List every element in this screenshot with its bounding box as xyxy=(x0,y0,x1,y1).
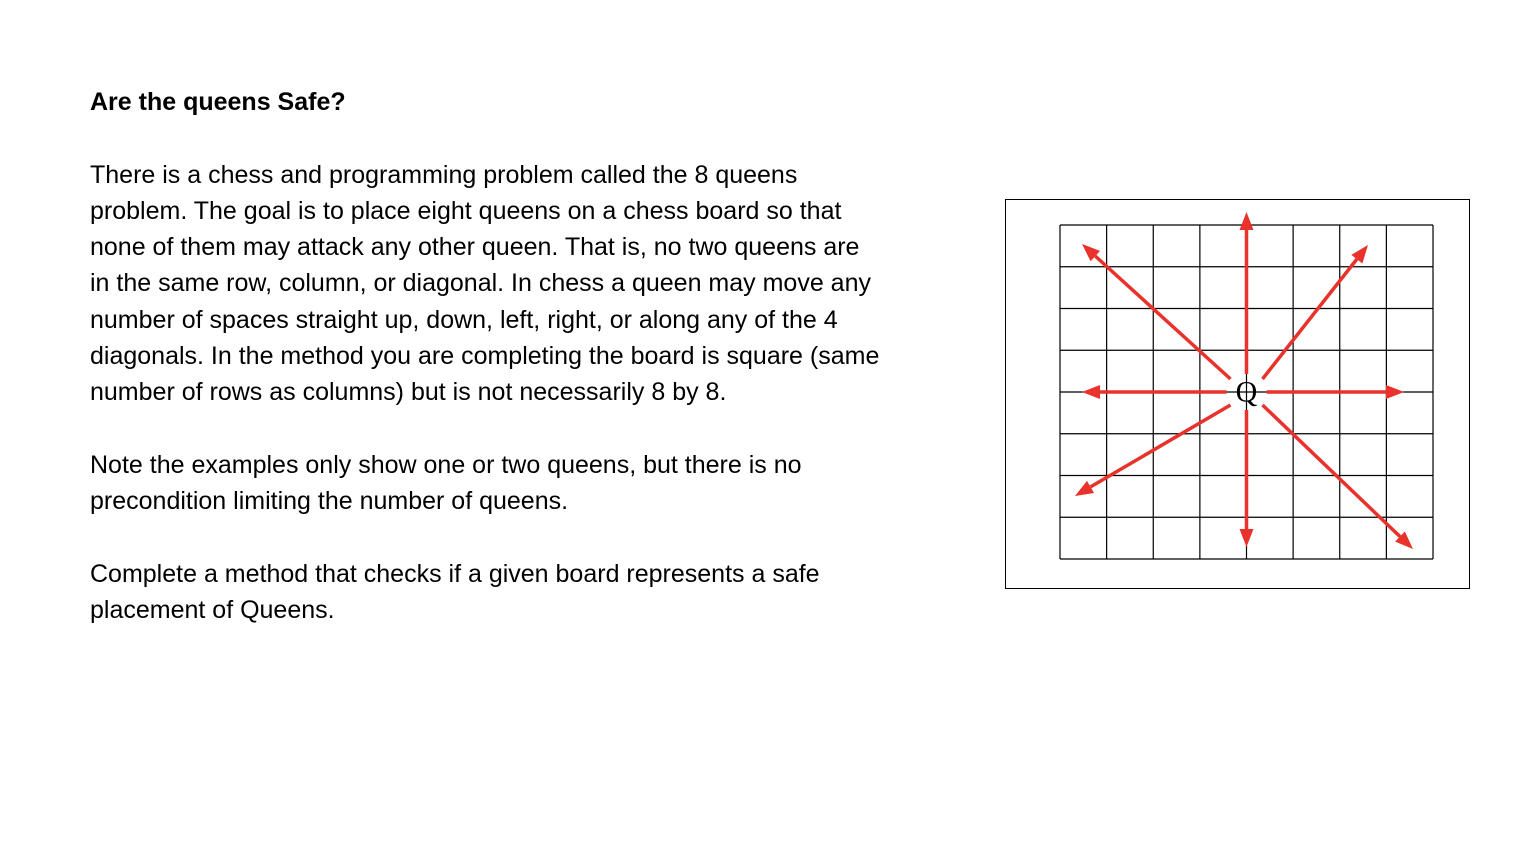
arrow-head xyxy=(1240,529,1254,547)
queen-moves-figure xyxy=(1005,199,1470,589)
arrow-left xyxy=(1082,385,1227,399)
task-paragraph: Complete a method that checks if a given board represents a safe placement of Queens. xyxy=(90,559,820,625)
arrow-down xyxy=(1240,410,1254,547)
arrow-down-right xyxy=(1263,405,1414,549)
arrow-head xyxy=(1240,212,1254,230)
arrow-right xyxy=(1267,385,1405,399)
note-paragraph: Note the examples only show one or two queens, but there is no precondition limiting the number of queens. xyxy=(90,450,802,516)
arrow-shaft xyxy=(1091,405,1231,487)
arrow-head xyxy=(1075,481,1094,496)
arrow-head xyxy=(1386,385,1404,399)
queen-label: Q xyxy=(1235,375,1258,409)
arrow-shaft xyxy=(1095,256,1230,379)
intro-paragraph: There is a chess and programming problem called the 8 queens problem. The goal is to place eight queens on a chess board so that none of them may attack any other queen. That is, no two queens are in the same row, column, or diagonal. In chess a queen may move any number of spaces straight up, down, left, right, or along any of the 4 diagonals. In the method you are completing the board is square (same number of rows as columns) but is not necessarily 8 by 8. xyxy=(90,160,880,407)
arrow-up-right xyxy=(1263,245,1369,379)
arrow-shaft xyxy=(1263,259,1357,379)
arrow-up-left xyxy=(1082,244,1231,379)
slide-title: Are the queens Safe? xyxy=(90,88,346,116)
chess-board-diagram xyxy=(1006,200,1471,590)
arrow-head xyxy=(1082,385,1100,399)
slide-text xyxy=(90,84,880,665)
